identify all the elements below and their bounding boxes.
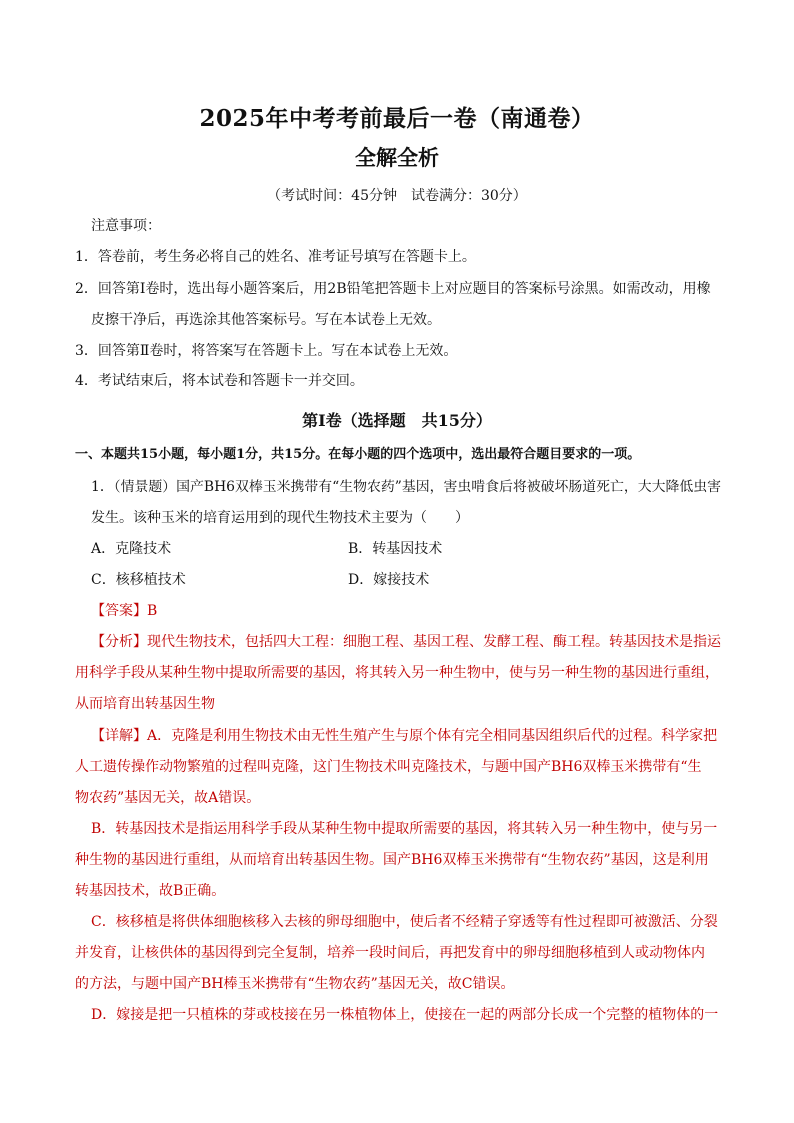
detail-text: B．转基因技术是指运用科学手段从某种生物中提取所需要的基因，将其转入另一种生物中，使与另一 bbox=[91, 821, 718, 837]
analysis-text: 现代生物技术，包括四大工程：细胞工程、基因工程、发酵工程、酶工程。转基因技术是指运 bbox=[147, 634, 721, 650]
analysis-text: 用科学手段从某种生物中提取所需要的基因，将其转入另一种生物中，使与另一种生物的基因进行重组， bbox=[75, 665, 719, 681]
detail-text: 物农药”基因无关，故A错误。 bbox=[75, 790, 261, 806]
question-stem: 1．（情景题）国产BH6双棒玉米携带有“生物农药”基因，害虫啃食后将被破坏肠道死亡，大大降低虫害 bbox=[91, 479, 721, 495]
detail-text: 并发育，让核供体的基因得到完全复制，培养一段时间后，再把发育中的卵母细胞移植到人或动物体内 bbox=[75, 945, 705, 961]
answer-line bbox=[91, 601, 157, 621]
detail-text: C．核移植是将供体细胞核移入去核的卵母细胞中，使后者不经精子穿透等有性过程即可被激活、分裂 bbox=[91, 914, 718, 930]
detail-tag: 【详解】 bbox=[91, 728, 147, 744]
detail-text: D．嫁接是把一只植株的芽或枝接在另一株植物体上，使接在一起的两部分长成一个完整的植物体的一 bbox=[91, 1007, 719, 1023]
option-d: D．嫁接技术 bbox=[348, 572, 430, 588]
notice-item: 1．答卷前，考生务必将自己的姓名、准考证号填写在答题卡上。 bbox=[75, 249, 476, 265]
analysis-text: 从而培育出转基因生物 bbox=[75, 696, 215, 712]
section-title: 第Ⅰ卷（选择题 共15分） bbox=[302, 411, 492, 430]
detail-text: 的方法，与题中国产BH棒玉米携带有“生物农药”基因无关，故C错误。 bbox=[75, 976, 515, 992]
answer-tag: 【答案】 bbox=[91, 603, 147, 619]
notice-item: 4．考试结束后，将本试卷和答题卡一并交回。 bbox=[75, 373, 364, 389]
detail-text: 人工遗传操作动物繁殖的过程叫克隆，这门生物技术叫克隆技术，与题中国产BH6双棒玉米携带有“生 bbox=[75, 759, 702, 775]
option-a: A．克隆技术 bbox=[91, 541, 172, 557]
notice-item: 3．回答第Ⅱ卷时，将答案写在答题卡上。写在本试卷上无效。 bbox=[75, 343, 458, 359]
notice-item: 2．回答第Ⅰ卷时，选出每小题答案后，用2B铅笔把答题卡上对应题目的答案标号涂黑。如需改动，用橡 bbox=[75, 281, 711, 297]
detail-text: 种生物的基因进行重组，从而培育出转基因生物。国产BH6双棒玉米携带有“生物农药”基因，这是利用 bbox=[75, 852, 709, 868]
page-subtitle: 全解全析 bbox=[355, 145, 439, 170]
detail-text: A．克隆是利用生物技术由无性生殖产生与原个体有完全相同基因组织后代的过程。科学家把 bbox=[147, 728, 718, 744]
detail-text: 转基因技术，故B正确。 bbox=[75, 883, 226, 899]
option-c: C．核移植技术 bbox=[91, 572, 186, 588]
section-instruction: 一、本题共15小题，每小题1分，共15分。在每小题的四个选项中，选出最符合题目要求的一项。 bbox=[75, 447, 641, 462]
notice-item-continuation: 皮擦干净后，再选涂其他答案标号。写在本试卷上无效。 bbox=[91, 312, 441, 328]
page-title: 2025年中考考前最后一卷（南通卷） bbox=[199, 105, 595, 132]
notice-heading: 注意事项： bbox=[91, 218, 161, 234]
analysis-tag: 【分析】 bbox=[91, 634, 147, 650]
exam-info: （考试时间：45分钟 试卷满分：30分） bbox=[267, 188, 527, 204]
answer-value: B bbox=[147, 603, 158, 619]
analysis-line bbox=[91, 632, 721, 652]
option-b: B．转基因技术 bbox=[348, 541, 443, 557]
question-stem-continuation: 发生。该种玉米的培育运用到的现代生物技术主要为（ ） bbox=[91, 510, 469, 526]
detail-line bbox=[91, 726, 717, 746]
